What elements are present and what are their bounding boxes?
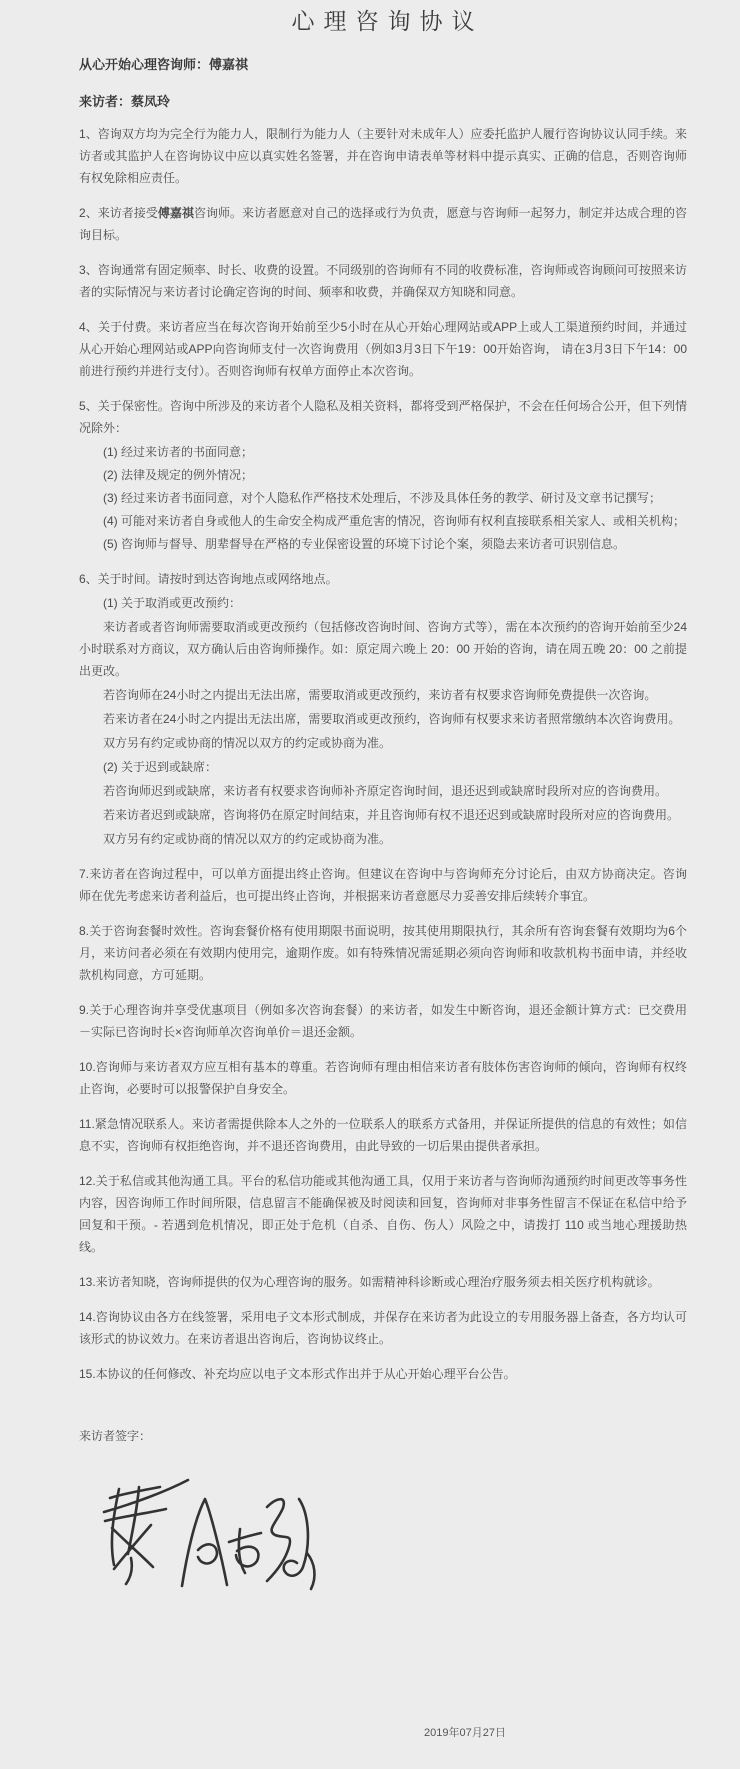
clause-2-pre: 2、来访者接受 bbox=[79, 206, 158, 220]
clause-2-post: 咨询师。来访者愿意对自己的选择或行为负责，愿意与咨询师一起努力，制定并达成合理的咨询目标。 bbox=[79, 206, 687, 242]
counselor-label: 从心开始心理咨询师： bbox=[79, 57, 210, 72]
client-label: 来访者： bbox=[79, 94, 132, 109]
clause-6-sub-1-para-1: 来访者或者咨询师需要取消或更改预约（包括修改咨询时间、咨询方式等），需在本次预约的咨询开始前至少24小时联系对方商议，双方确认后由咨询师操作。如：原定周六晚上 20：00 开始的咨询，请在周五晚 20：00 之前提出更改。 bbox=[79, 620, 687, 678]
clause-3: 3、咨询通常有固定频率、时长、收费的设置。不同级别的咨询师有不同的收费标准，咨询师或咨询顾问可按照来访者的实际情况与来访者讨论确定咨询的时间、频率和收费，并确保双方知晓和同意。 bbox=[79, 263, 687, 299]
signature-area bbox=[70, 1458, 687, 1598]
clause-11: 11.紧急情况联系人。来访者需提供除本人之外的一位联系人的联系方式备用，并保证所提供的信息的有效性；如信息不实，咨询师有权拒绝咨询，并不退还咨询费用，由此导致的一切后果由提供者承担。 bbox=[79, 1117, 687, 1153]
clause-12: 12.关于私信或其他沟通工具。平台的私信功能或其他沟通工具，仅用于来访者与咨询师沟通预约时间更改等事务性内容，因咨询师工作时间所限，信息留言不能确保被及时阅读和回复，咨询师对非事务性留言不保证在私信中给予回复和干预。- 若遇到危机情况，即正处于危机（自杀、自伤、伤人）风险之中，请拨打 110 或当地心理援助热线。 bbox=[79, 1174, 687, 1254]
clause-5-item-3: (3) 经过来访者书面同意，对个人隐私作严格技术处理后，不涉及具体任务的教学、研讨及文章书记撰写； bbox=[103, 491, 662, 505]
clause-5-item-4: (4) 可能对来访者自身或他人的生命安全构成严重危害的情况，咨询师有权利直接联系相关家人、或相关机构； bbox=[103, 514, 686, 528]
clause-10: 10.咨询师与来访者双方应互相有基本的尊重。若咨询师有理由相信来访者有肢体伤害咨询师的倾向，咨询师有权终止咨询，必要时可以报警保护自身安全。 bbox=[79, 1060, 687, 1096]
signature-label: 来访者签字： bbox=[79, 1429, 152, 1443]
client-line bbox=[79, 93, 687, 110]
clause-5-intro: 5、关于保密性。咨询中所涉及的来访者个人隐私及相关资料，都将受到严格保护，不会在任何场合公开，但下列情况除外： bbox=[79, 399, 687, 435]
clause-9: 9.关于心理咨询并享受优惠项目（例如多次咨询套餐）的来访者，如发生中断咨询，退还金额计算方式：已交费用－实际已咨询时长×咨询师单次咨询单价＝退还金额。 bbox=[79, 1003, 687, 1039]
clause-15: 15.本协议的任何修改、补充均应以电子文本形式作出并于从心开始心理平台公告。 bbox=[79, 1367, 516, 1381]
clause-6-sub-2-heading: (2) 关于迟到或缺席： bbox=[103, 760, 218, 774]
clause-5-item-5: (5) 咨询师与督导、朋辈督导在严格的专业保密设置的环境下讨论个案，须隐去来访者可识别信息。 bbox=[103, 537, 626, 551]
clause-6-sub-2-para-2: 若来访者迟到或缺席，咨询将仍在原定时间结束，并且咨询师有权不退还迟到或缺席时段所对应的咨询费用。 bbox=[103, 808, 680, 822]
clause-2-counselor-name: 傅嘉祺 bbox=[157, 206, 194, 220]
clause-8: 8.关于咨询套餐时效性。咨询套餐价格有使用期限书面说明，按其使用期限执行，其余所有咨询套餐有效期均为6个月，来访问者必须在有效期内使用完，逾期作废。如有特殊情况需延期必须向咨询师和收款机构书面申请，并经收款机构同意，方可延期。 bbox=[79, 924, 687, 982]
document-date: 2019年07月27日 bbox=[424, 1727, 506, 1739]
counselor-line bbox=[79, 56, 687, 73]
clause-5-item-2: (2) 法律及规定的例外情况； bbox=[103, 468, 254, 482]
clause-6 bbox=[79, 568, 687, 850]
clause-5 bbox=[79, 395, 687, 555]
clause-7: 7.来访者在咨询过程中，可以单方面提出终止咨询。但建议在咨询中与咨询师充分讨论后，由双方协商决定。咨询师在优先考虑来访者利益后，也可提出终止咨询，并根据来访者意愿尽力妥善安排后续转介事宜。 bbox=[79, 867, 687, 903]
clause-1: 1、咨询双方均为完全行为能力人，限制行为能力人（主要针对未成年人）应委托监护人履行咨询协议认同手续。来访者或其监护人在咨询协议中应以真实姓名签署，并在咨询申请表单等材料中提示真实、正确的信息，否则咨询师有权免除相应责任。 bbox=[79, 127, 687, 185]
clause-6-sub-1-para-2: 若咨询师在24小时之内提出无法出席，需要取消或更改预约，来访者有权要求咨询师免费提供一次咨询。 bbox=[103, 688, 657, 702]
clause-6-sub-2-para-1: 若咨询师迟到或缺席，来访者有权要求咨询师补齐原定咨询时间，退还迟到或缺席时段所对应的咨询费用。 bbox=[103, 784, 668, 798]
client-name: 蔡凤玲 bbox=[131, 94, 171, 109]
clause-13: 13.来访者知晓，咨询师提供的仅为心理咨询的服务。如需精神科诊断或心理治疗服务须去相关医疗机构就诊。 bbox=[79, 1275, 660, 1289]
clause-6-sub-1-para-3: 若来访者在24小时之内提出无法出席，需要取消或更改预约，咨询师有权要求来访者照常缴纳本次咨询费用。 bbox=[103, 712, 681, 726]
clause-5-item-1: (1) 经过来访者的书面同意； bbox=[103, 445, 254, 459]
clause-6-sub-1-para-4: 双方另有约定或协商的情况以双方的约定或协商为准。 bbox=[103, 736, 392, 750]
clause-6-sub-1-heading: (1) 关于取消或更改预约： bbox=[103, 596, 242, 610]
page-title: 心理咨询协议 bbox=[291, 8, 484, 34]
counselor-name: 傅嘉祺 bbox=[209, 57, 249, 72]
clause-14: 14.咨询协议由各方在线签署，采用电子文本形式制成，并保存在来访者为此设立的专用服务器上备查，各方均认可该形式的协议效力。在来访者退出咨询后，咨询协议终止。 bbox=[79, 1310, 687, 1346]
signature-scribble bbox=[70, 1458, 340, 1598]
clause-6-intro: 6、关于时间。请按时到达咨询地点或网络地点。 bbox=[79, 572, 338, 586]
clause-4: 4、关于付费。来访者应当在每次咨询开始前至少5小时在从心开始心理网站或APP上或人工渠道预约时间，并通过从心开始心理网站或APP向咨询师支付一次咨询费用（例如3月3日下午19：00开始咨询， 请在3月3日下午14：00前进行预约并进行支付）。否则咨询师有权单方面停止本次咨询。 bbox=[79, 320, 687, 378]
clause-6-sub-2-para-3: 双方另有约定或协商的情况以双方的约定或协商为准。 bbox=[103, 832, 392, 846]
clause-2 bbox=[79, 202, 687, 246]
